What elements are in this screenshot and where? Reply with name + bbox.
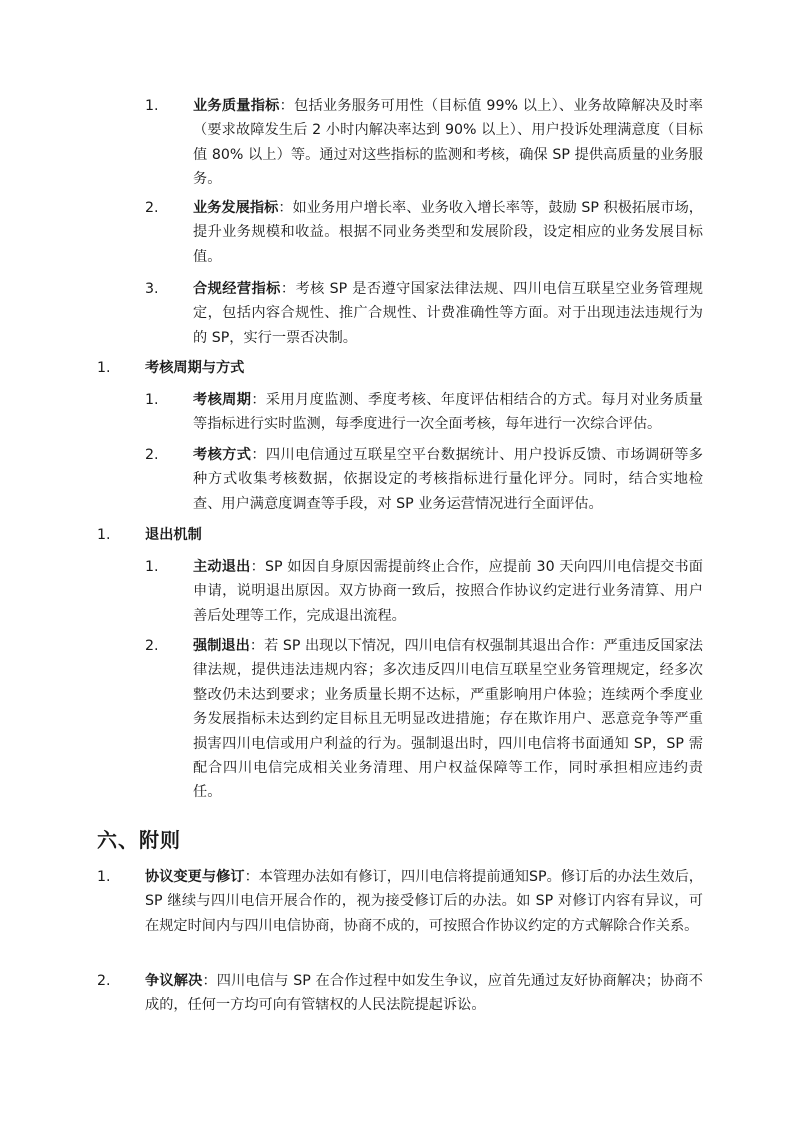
- list-text: [193, 196, 703, 269]
- item-title: 考核周期: [193, 392, 252, 408]
- list-number: 1.: [97, 869, 111, 885]
- list-item: [145, 555, 705, 628]
- item-body: ：若 SP 出现以下情况，四川电信有权强制其退出合作：严重违反国家法律法规，提供违法违规内容；多次违反四川电信互联星空业务管理规定，经多次整改仍未达到要求；业务质量长期不达标，严重影响用户体验；连续两个季度业务发展指标未达到约定目标且无明显改进措施；存在欺诈用户、恶意竞争等严重损害四川电信或用户利益的行为。强制退出时，四川电信将书面通知 SP，SP 需配合四川电信完成相关业务清理、用户权益保障等工作，同时承担相应违约责任。: [193, 638, 703, 801]
- item-title: 业务发展指标: [193, 200, 279, 216]
- list-item: [145, 277, 705, 350]
- list-item: [97, 523, 705, 547]
- item-title: 考核方式: [193, 447, 252, 463]
- list-item: [97, 356, 705, 380]
- list-item: [145, 443, 705, 516]
- list-item: [145, 388, 705, 437]
- list-number: 1.: [145, 392, 159, 408]
- list-number: 1.: [97, 527, 111, 543]
- item-body: ：考核 SP 是否遵守国家法律法规、四川电信互联星空业务管理规定，包括内容合规性、推广合规性、计费准确性等方面。对于出现违法违规行为的 SP，实行一票否决制。: [193, 281, 703, 346]
- item-body: ：包括业务服务可用性（目标值 99% 以上）、业务故障解决及时率（要求故障发生后 2 小时内解决率达到 90% 以上）、用户投诉处理满意度（目标值 80% 以上）等。通过对这些指标的监测和考核，确保 SP 提供高质量的业务服务。: [193, 98, 703, 188]
- list-text: [145, 356, 703, 380]
- list-number: 3.: [145, 281, 159, 297]
- list-text: [145, 523, 703, 547]
- list-text: [193, 555, 703, 628]
- item-title: 争议解决: [145, 973, 203, 989]
- list-item: [145, 634, 705, 805]
- item-body: ：SP 如因自身原因需提前终止合作，应提前 30 天向四川电信提交书面申请，说明退出原因。双方协商一致后，按照合作协议约定进行业务清算、用户善后处理等工作，完成退出流程。: [193, 559, 703, 624]
- list-text: [145, 969, 703, 1018]
- list-item: [97, 969, 705, 1018]
- list-text: [193, 94, 703, 192]
- list-item: [97, 865, 705, 938]
- list-number: 2.: [145, 200, 159, 216]
- item-body: ：采用月度监测、季度考核、年度评估相结合的方式。每月对业务质量等指标进行实时监测，每季度进行一次全面考核，每年进行一次综合评估。: [193, 392, 703, 433]
- list-text: [193, 277, 703, 350]
- item-title: 合规经营指标: [193, 281, 281, 297]
- list-text: [193, 443, 703, 516]
- list-text: [193, 388, 703, 437]
- item-body: ：四川电信与 SP 在合作过程中如发生争议，应首先通过友好协商解决；协商不成的，任何一方均可向有管辖权的人民法院提起诉讼。: [145, 973, 703, 1014]
- list-number: 2.: [145, 638, 159, 654]
- list-number: 2.: [97, 973, 111, 989]
- list-text: [145, 865, 703, 938]
- item-title: 强制退出: [193, 638, 250, 654]
- list-number: 1.: [145, 559, 159, 575]
- section-heading: 六、附则: [97, 828, 181, 852]
- item-title: 退出机制: [145, 527, 202, 543]
- item-body: ：四川电信通过互联星空平台数据统计、用户投诉反馈、市场调研等多种方式收集考核数据，依据设定的考核指标进行量化评分。同时，结合实地检查、用户满意度调查等手段，对 SP 业务运营情况进行全面评估。: [193, 447, 703, 512]
- list-number: 1.: [97, 360, 111, 376]
- item-title: 主动退出: [193, 559, 251, 575]
- list-item: [145, 196, 705, 269]
- item-body: ：如业务用户增长率、业务收入增长率等，鼓励 SP 积极拓展市场，提升业务规模和收益。根据不同业务类型和发展阶段，设定相应的业务发展目标值。: [193, 200, 703, 265]
- item-title: 考核周期与方式: [145, 360, 245, 376]
- item-title: 协议变更与修订: [145, 869, 245, 885]
- item-title: 业务质量指标: [193, 98, 280, 114]
- list-text: [193, 634, 703, 805]
- list-number: 2.: [145, 447, 159, 463]
- item-body: ：本管理办法如有修订，四川电信将提前通知SP。修订后的办法生效后，SP 继续与四川电信开展合作的，视为接受修订后的办法。如 SP 对修订内容有异议，可在规定时间内与四川电信协商，协商不成的，可按照合作协议约定的方式解除合作关系。: [145, 869, 703, 934]
- list-number: 1.: [145, 98, 159, 114]
- list-item: [145, 94, 705, 192]
